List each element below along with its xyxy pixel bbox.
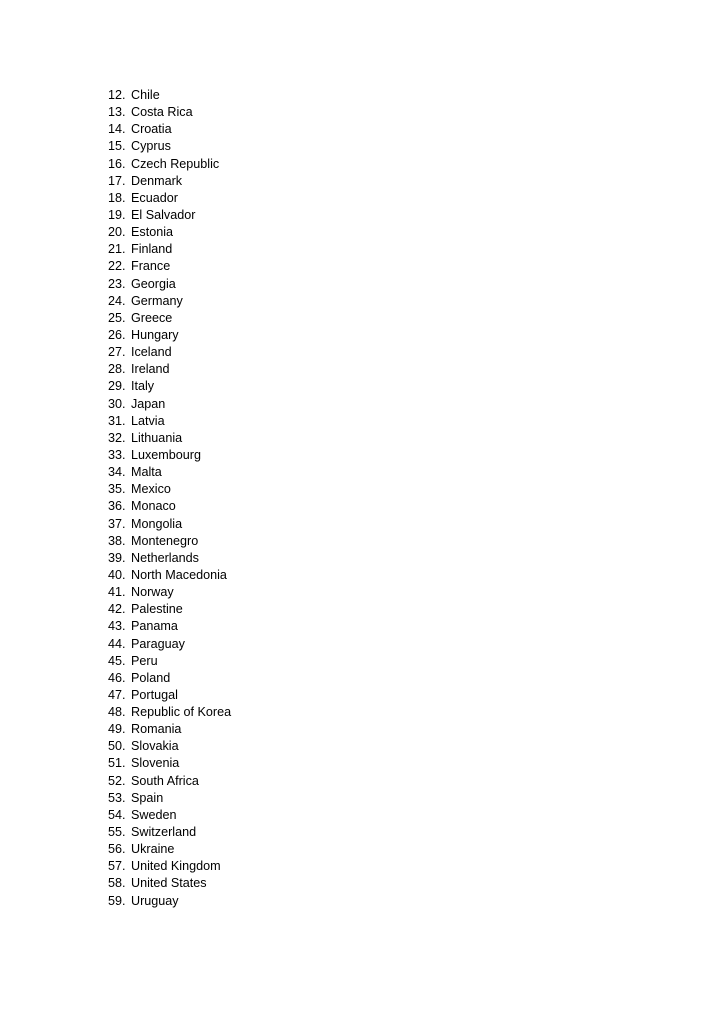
list-item bbox=[108, 173, 231, 190]
list-item bbox=[108, 207, 231, 224]
list-item bbox=[108, 430, 231, 447]
list-item-country: Slovenia bbox=[131, 756, 180, 771]
list-item-number: 32. bbox=[108, 430, 126, 445]
list-item-country: South Africa bbox=[131, 773, 199, 788]
list-item-country: Monaco bbox=[131, 499, 176, 514]
list-item-number: 23. bbox=[108, 276, 126, 291]
list-item-number: 54. bbox=[108, 807, 126, 822]
list-item-country: Lithuania bbox=[131, 430, 183, 445]
list-item-country: Latvia bbox=[131, 413, 165, 428]
list-item-country: Ecuador bbox=[131, 190, 178, 205]
list-item-number: 26. bbox=[108, 327, 126, 342]
list-item-country: North Macedonia bbox=[131, 567, 227, 582]
list-item bbox=[108, 156, 231, 173]
list-item-number: 44. bbox=[108, 636, 126, 651]
list-item-number: 56. bbox=[108, 842, 126, 857]
list-item-country: Georgia bbox=[131, 276, 176, 291]
list-item-country: France bbox=[131, 259, 171, 274]
list-item-country: Ireland bbox=[131, 362, 170, 377]
list-item-country: Malta bbox=[131, 465, 162, 480]
list-item-country: Mongolia bbox=[131, 516, 183, 531]
list-item bbox=[108, 653, 231, 670]
list-item-number: 34. bbox=[108, 465, 126, 480]
list-item-country: Montenegro bbox=[131, 533, 199, 548]
list-item bbox=[108, 224, 231, 241]
list-item-country: Republic of Korea bbox=[131, 705, 232, 720]
list-item bbox=[108, 447, 231, 464]
list-item bbox=[108, 858, 231, 875]
list-item-number: 16. bbox=[108, 156, 126, 171]
list-item-number: 52. bbox=[108, 773, 126, 788]
list-item-number: 59. bbox=[108, 893, 126, 908]
list-item-country: Estonia bbox=[131, 225, 174, 240]
list-item-number: 19. bbox=[108, 207, 126, 222]
list-item bbox=[108, 755, 231, 772]
list-item-number: 58. bbox=[108, 876, 126, 891]
list-item bbox=[108, 618, 231, 635]
list-item bbox=[108, 293, 231, 310]
list-item-number: 41. bbox=[108, 585, 126, 600]
list-item-country: Uruguay bbox=[131, 893, 179, 908]
list-item-country: Poland bbox=[131, 670, 171, 685]
list-item bbox=[108, 396, 231, 413]
list-item bbox=[108, 687, 231, 704]
list-item-number: 53. bbox=[108, 790, 126, 805]
list-item-country: Peru bbox=[131, 653, 158, 668]
list-item bbox=[108, 601, 231, 618]
list-item bbox=[108, 790, 231, 807]
list-item bbox=[108, 773, 231, 790]
list-item-country: Portugal bbox=[131, 687, 178, 702]
list-item bbox=[108, 258, 231, 275]
list-item-country: Croatia bbox=[131, 122, 172, 137]
list-item-number: 43. bbox=[108, 619, 126, 634]
list-item-country: El Salvador bbox=[131, 207, 196, 222]
list-item-country: Mexico bbox=[131, 482, 171, 497]
list-item bbox=[108, 738, 231, 755]
list-item bbox=[108, 567, 231, 584]
list-item-number: 28. bbox=[108, 362, 126, 377]
list-item bbox=[108, 516, 231, 533]
list-item-number: 14. bbox=[108, 122, 126, 137]
list-item-number: 47. bbox=[108, 687, 126, 702]
list-item-number: 31. bbox=[108, 413, 126, 428]
list-item-country: Japan bbox=[131, 396, 166, 411]
list-item-country: Switzerland bbox=[131, 825, 197, 840]
list-item-country: Luxembourg bbox=[131, 447, 202, 462]
list-item-number: 35. bbox=[108, 482, 126, 497]
list-item-country: Chile bbox=[131, 88, 160, 102]
list-item-country: United Kingdom bbox=[131, 859, 221, 874]
list-item-country: Germany bbox=[131, 293, 183, 308]
list-item bbox=[108, 344, 231, 361]
list-item-number: 57. bbox=[108, 859, 126, 874]
list-item bbox=[108, 721, 231, 738]
list-item-country: Ukraine bbox=[131, 842, 175, 857]
list-item bbox=[108, 413, 231, 430]
list-item bbox=[108, 841, 231, 858]
list-item-number: 13. bbox=[108, 105, 126, 120]
list-item-country: Slovakia bbox=[131, 739, 179, 754]
list-item-number: 15. bbox=[108, 139, 126, 154]
list-item bbox=[108, 893, 231, 910]
list-item-number: 55. bbox=[108, 825, 126, 840]
list-item-number: 27. bbox=[108, 345, 126, 360]
list-item-country: Finland bbox=[131, 242, 173, 257]
list-item-country: Panama bbox=[131, 619, 178, 634]
country-list bbox=[108, 87, 231, 910]
list-item bbox=[108, 310, 231, 327]
list-item bbox=[108, 378, 231, 395]
list-item-country: Romania bbox=[131, 722, 182, 737]
list-item-number: 38. bbox=[108, 533, 126, 548]
list-item bbox=[108, 121, 231, 138]
list-item bbox=[108, 636, 231, 653]
list-item bbox=[108, 584, 231, 601]
list-item-country: Italy bbox=[131, 379, 155, 394]
list-item bbox=[108, 498, 231, 515]
list-item-country: Spain bbox=[131, 790, 164, 805]
list-item-number: 50. bbox=[108, 739, 126, 754]
list-item-country: Sweden bbox=[131, 807, 177, 822]
list-item-number: 45. bbox=[108, 653, 126, 668]
list-item-country: Iceland bbox=[131, 345, 172, 360]
list-item-number: 12. bbox=[108, 88, 126, 102]
list-item bbox=[108, 824, 231, 841]
list-item-number: 25. bbox=[108, 310, 126, 325]
list-item-number: 46. bbox=[108, 670, 126, 685]
list-item-number: 21. bbox=[108, 242, 126, 257]
list-item bbox=[108, 241, 231, 258]
list-item-number: 37. bbox=[108, 516, 126, 531]
list-item-country: Greece bbox=[131, 310, 173, 325]
list-item-country: Cyprus bbox=[131, 139, 171, 154]
list-item-country: Palestine bbox=[131, 602, 183, 617]
list-item-number: 24. bbox=[108, 293, 126, 308]
list-item bbox=[108, 104, 231, 121]
list-item bbox=[108, 533, 231, 550]
list-item-number: 51. bbox=[108, 756, 126, 771]
list-item-number: 36. bbox=[108, 499, 126, 514]
list-item bbox=[108, 670, 231, 687]
list-item-country: Norway bbox=[131, 585, 174, 600]
list-item-number: 42. bbox=[108, 602, 126, 617]
list-item bbox=[108, 550, 231, 567]
list-item bbox=[108, 875, 231, 892]
list-item bbox=[108, 138, 231, 155]
list-item bbox=[108, 87, 231, 104]
list-item bbox=[108, 481, 231, 498]
list-item-number: 33. bbox=[108, 447, 126, 462]
list-item bbox=[108, 361, 231, 378]
list-item-number: 40. bbox=[108, 567, 126, 582]
list-item bbox=[108, 327, 231, 344]
list-item-number: 29. bbox=[108, 379, 126, 394]
list-item-number: 30. bbox=[108, 396, 126, 411]
list-item-number: 22. bbox=[108, 259, 126, 274]
list-item-country: Czech Republic bbox=[131, 156, 220, 171]
list-item-country: Costa Rica bbox=[131, 105, 193, 120]
list-item bbox=[108, 704, 231, 721]
list-item-number: 49. bbox=[108, 722, 126, 737]
list-item-number: 39. bbox=[108, 550, 126, 565]
list-item-country: Paraguay bbox=[131, 636, 185, 651]
list-item-number: 18. bbox=[108, 190, 126, 205]
list-item bbox=[108, 807, 231, 824]
list-item bbox=[108, 276, 231, 293]
list-item-country: Denmark bbox=[131, 173, 183, 188]
list-item bbox=[108, 464, 231, 481]
list-item-number: 17. bbox=[108, 173, 126, 188]
list-item-country: United States bbox=[131, 876, 207, 891]
list-item-country: Netherlands bbox=[131, 550, 199, 565]
list-item-number: 48. bbox=[108, 705, 126, 720]
list-item bbox=[108, 190, 231, 207]
list-item-number: 20. bbox=[108, 225, 126, 240]
list-item-country: Hungary bbox=[131, 327, 179, 342]
